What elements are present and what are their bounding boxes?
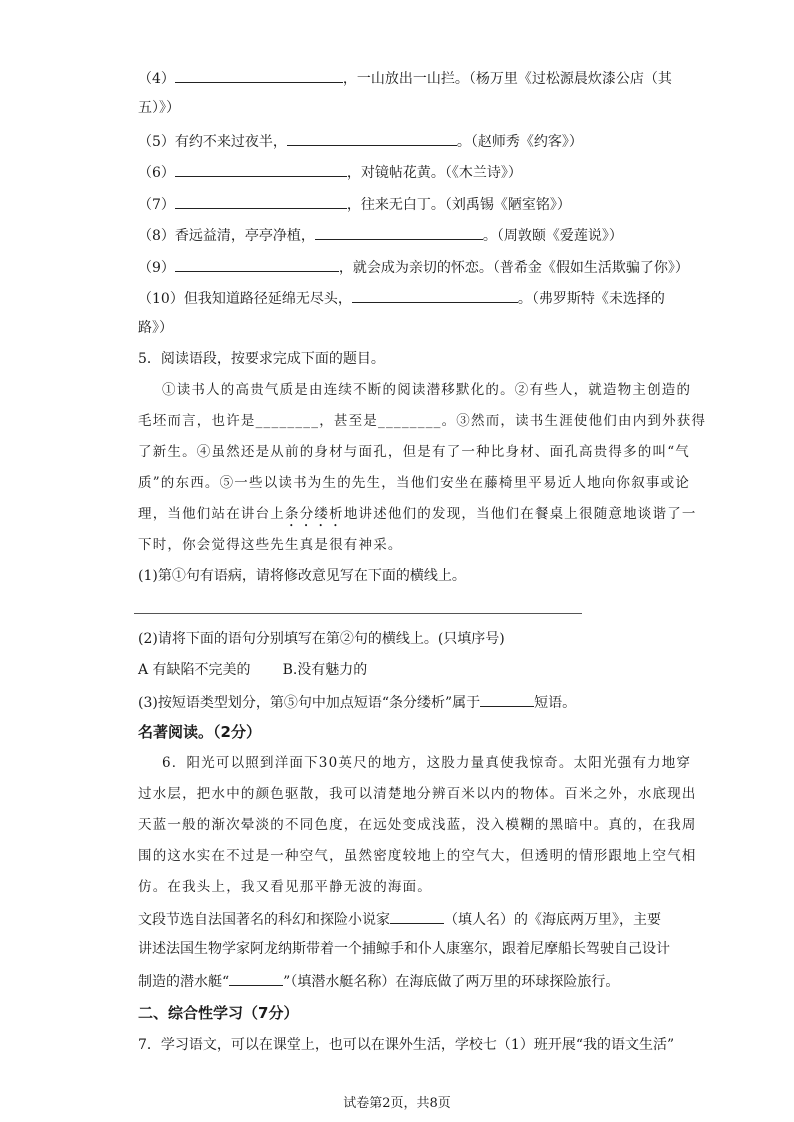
answer-blank[interactable] <box>175 67 343 83</box>
answer-blank[interactable] <box>315 224 483 240</box>
q6-para-line-4: 围的这水实在不过是一种空气，虽然密度较地上的空气大，但透明的情形跟地上空气相 <box>138 848 697 864</box>
answer-line[interactable] <box>134 613 582 614</box>
q5-sub2: (2)请将下面的语句分别填写在第②句的横线上。(只填序号) <box>138 631 505 647</box>
q6-para-line-3: 天蓝一般的渐次晕淡的不同色度，在远处变成浅蓝，没入模糊的黑暗中。真的，在我周 <box>138 817 697 833</box>
para-text: 理，当他们站在讲台上 <box>138 506 285 522</box>
section-heading-2: 二、综合性学习（7分） <box>138 1004 299 1022</box>
q6-para-line-2: 过水层，把水中的颜色驱散，我可以清楚地分辨百米以内的物体。百米之外，水底现出 <box>138 786 697 802</box>
q5-para-line-5 <box>138 504 697 530</box>
q5-para-line-2: 毛坯而言，也许是________，甚至是________。③然而，读书生涯使他们由内到外获得 <box>138 413 707 429</box>
item-text: 。（弗罗斯特《未选择的 <box>517 291 665 307</box>
q5-para-line-6: 下时，你会觉得这些先生真是很有神采。 <box>138 537 403 553</box>
item-number: （5） <box>138 134 175 150</box>
answer-blank[interactable] <box>229 970 283 986</box>
q6-para-line-5: 仿。在我头上，我又看见那平静无波的海面。 <box>138 879 432 895</box>
item-text: ”（填潜水艇名称）在海底做了两万里的环球探险旅行。 <box>283 974 620 990</box>
item-number: （8） <box>138 228 175 244</box>
answer-blank[interactable] <box>480 691 534 707</box>
item-text: 香远益清，亭亭净植， <box>174 228 315 244</box>
item-text: 。（赵师秀《约客》） <box>456 134 583 150</box>
para-text: 地讲述他们的发现，当他们在餐桌上很随意地谈谐了一 <box>343 506 697 522</box>
item-text: (3)按短语类型划分，第⑤句中加点短语“条分缕析”属于 <box>138 695 481 711</box>
item-text: ，对镜帖花黄。（《木兰诗》） <box>346 165 522 181</box>
answer-blank[interactable] <box>175 256 339 272</box>
q4-item-6 <box>138 161 522 183</box>
q4-item-5 <box>138 130 583 152</box>
q5-sub3 <box>138 691 576 713</box>
q4-item-9 <box>138 256 689 278</box>
dotted-phrase: 条分缕析 <box>285 506 344 522</box>
q7-line-1: 7．学习语文，可以在课堂上，也可以在课外生活，学校七（1）班开展“我的语文生活” <box>138 1037 675 1053</box>
item-number: （4） <box>138 71 175 87</box>
q6-para-line-1: 6．阳光可以照到洋面下30英尺的地方，这股力量真使我惊奇。太阳光强有力地穿 <box>162 755 692 771</box>
q5-para-line-4: 质”的东西。⑤一些以读书为生的先生，当他们安坐在藤椅里平易近人地向你叙事或论 <box>138 475 691 491</box>
item-text: 制造的潜水艇“ <box>138 974 230 990</box>
q5-options <box>138 660 367 680</box>
item-text: 。（周敦颐《爱莲说》） <box>482 228 623 244</box>
answer-blank[interactable] <box>390 908 444 924</box>
item-text: ，就会成为亲切的怀恋。（普希金《假如生活欺骗了你》） <box>338 260 689 276</box>
q5-para-line-3: 了新生。④虽然还是从前的身材与面孔，但是有了一种比身材、面孔高贵得多的叫“气 <box>138 444 691 460</box>
answer-blank[interactable] <box>175 161 347 177</box>
section-heading-reading: 名著阅读。（2分） <box>138 723 261 741</box>
q4-item-4-cont: 五）》） <box>138 100 180 116</box>
option-a: A 有缺陷不完美的 <box>138 662 251 678</box>
q5-sub1: (1)第①句有语病，请将修改意见写在下面的横线上。 <box>138 568 466 584</box>
q5-para-line-1: ①读书人的高贵气质是由连续不断的阅读潜移默化的。②有些人，就造物主创造的 <box>162 382 692 398</box>
item-text: ，往来无白丁。（刘禹锡《陋室铭》） <box>346 197 571 213</box>
item-text: （填人名）的《海底两万里》，主要 <box>444 912 661 928</box>
answer-blank[interactable] <box>352 287 518 303</box>
page-footer: 试卷第2页，共8页 <box>343 1096 451 1111</box>
item-text: 但我知道路径延绵无尽头， <box>183 291 352 307</box>
item-number: （10） <box>138 291 184 307</box>
q4-item-10-cont: 路》） <box>138 320 173 336</box>
q6-question-line-2: 讲述法国生物学家阿龙纳斯带着一个捕鲸手和仆人康塞尔，跟着尼摩船长驾驶自己设计 <box>138 941 670 957</box>
option-b: B.没有魅力的 <box>282 662 368 678</box>
answer-blank[interactable] <box>175 193 347 209</box>
q4-item-4 <box>138 67 672 89</box>
q4-item-8 <box>138 224 623 246</box>
q4-item-7 <box>138 193 571 215</box>
q6-question-line-1 <box>138 908 661 930</box>
q5-stem: 5．阅读语段，按要求完成下面的题目。 <box>138 351 385 367</box>
item-text: ，一山放出一山拦。（杨万里《过松源晨炊漆公店（其 <box>342 71 672 87</box>
item-number: （6） <box>138 165 175 181</box>
q6-question-line-3 <box>138 970 619 992</box>
item-number: （7） <box>138 197 175 213</box>
item-text: 有约不来过夜半， <box>174 134 287 150</box>
item-number: （9） <box>138 260 175 276</box>
item-text: 文段节选自法国著名的科幻和探险小说家 <box>138 912 390 928</box>
answer-blank[interactable] <box>287 130 457 146</box>
item-text: 短语。 <box>534 695 577 711</box>
q4-item-10 <box>138 287 665 309</box>
